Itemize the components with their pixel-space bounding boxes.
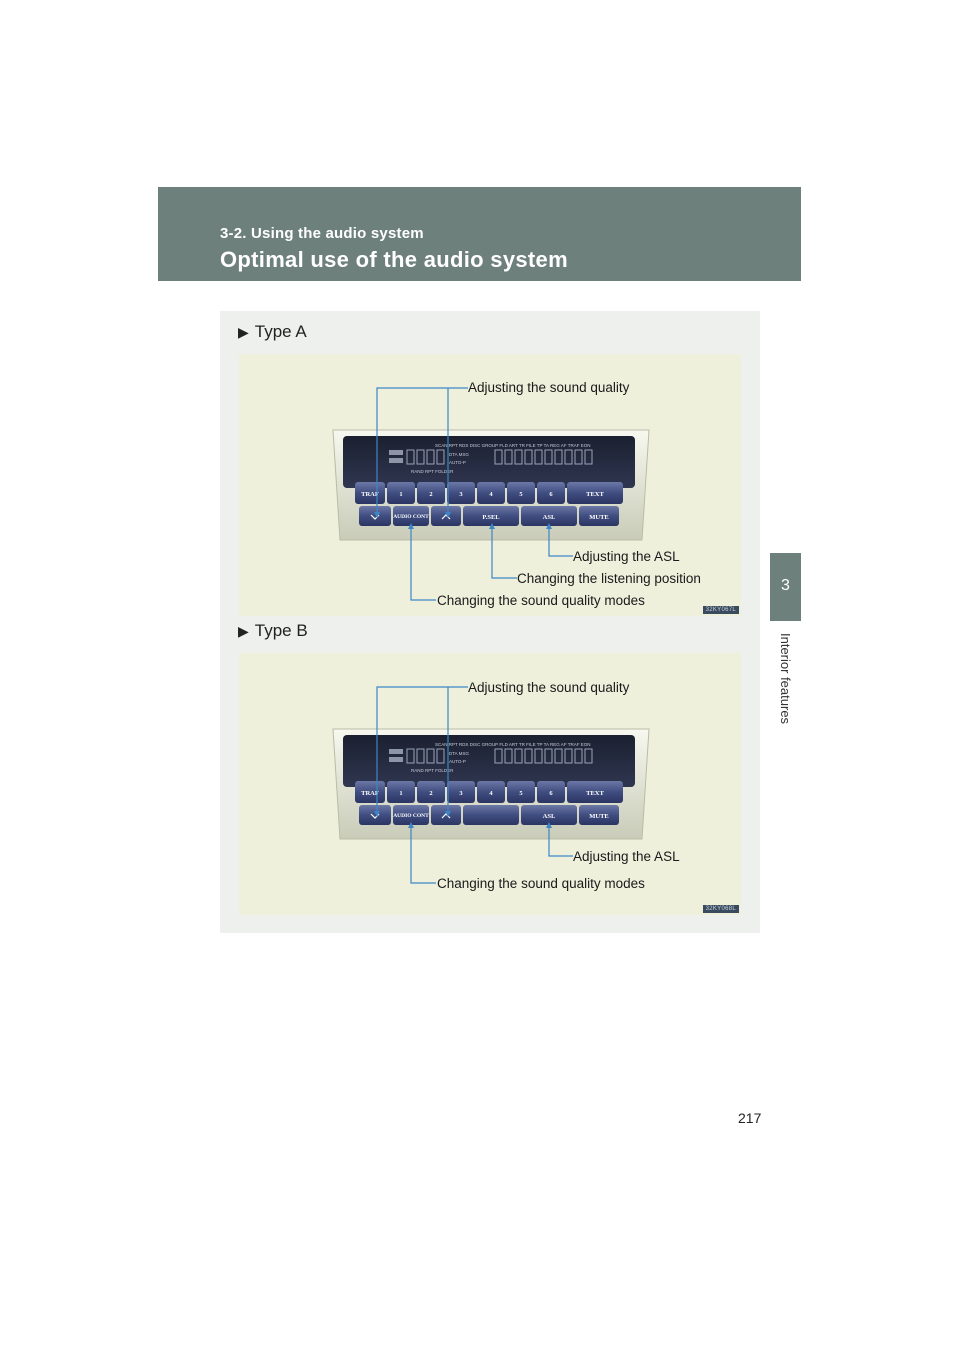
btn-a-mute: MUTE: [589, 514, 609, 521]
btn-b-2: 2: [429, 790, 433, 797]
section-label: 3-2. Using the audio system: [220, 225, 424, 242]
btn-b-6: 6: [549, 790, 553, 797]
callout-a-asl: Adjusting the ASL: [573, 549, 680, 564]
btn-b-5: 5: [519, 790, 523, 797]
btn-a-2: 2: [429, 491, 433, 498]
btn-b-asl: ASL: [542, 813, 556, 820]
btn-b-traf: TRAF: [361, 790, 379, 797]
type-b-figure: [239, 653, 741, 915]
type-a-heading: [238, 322, 307, 342]
chapter-number: 3: [781, 577, 790, 594]
btn-a-traf: TRAF: [361, 491, 379, 498]
btn-a-5: 5: [519, 491, 523, 498]
display-line-4: RAND RPT FOLDER: [411, 469, 454, 474]
callout-a-sound-quality: Adjusting the sound quality: [468, 380, 630, 395]
btn-a-text: TEXT: [586, 491, 604, 498]
btn-a-3: 3: [459, 491, 463, 498]
display-line-2: DTA MSG: [449, 452, 469, 457]
figure-code-a: 32KY067L: [703, 606, 739, 614]
btn-b-mute: MUTE: [589, 813, 609, 820]
figure-code-b: 32KY068L: [703, 905, 739, 913]
display-line-3: AUTO-P: [449, 759, 466, 764]
callout-b-sound-modes: Changing the sound quality modes: [437, 876, 645, 891]
display-line-1: SCAN RPT RDS DISC GROUP FLD ART TR FILE TP TA REG AF TRAF EON: [435, 443, 591, 448]
type-a-figure: [239, 354, 741, 616]
btn-a-4: 4: [489, 491, 493, 498]
page-number: 217: [738, 1110, 762, 1126]
page-title: Optimal use of the audio system: [220, 247, 568, 272]
callout-a-sound-modes: Changing the sound quality modes: [437, 593, 645, 608]
callout-a-listening-position: Changing the listening position: [517, 571, 701, 586]
type-b-heading: [238, 621, 308, 641]
btn-a-psel: P.SEL: [482, 514, 500, 521]
display-line-4: RAND RPT FOLDER: [411, 768, 454, 773]
btn-a-6: 6: [549, 491, 553, 498]
btn-b-3: 3: [459, 790, 463, 797]
page-header: [158, 187, 801, 281]
callout-b-asl: Adjusting the ASL: [573, 849, 680, 864]
btn-b-audio-cont: AUDIO CONT: [393, 813, 429, 819]
display-line-3: AUTO-P: [449, 460, 466, 465]
btn-a-audio-cont: AUDIO CONT: [393, 514, 429, 520]
chapter-tab: [770, 553, 801, 621]
btn-b-text: TEXT: [586, 790, 604, 797]
display-line-1: SCAN RPT RDS DISC GROUP FLD ART TR FILE TP TA REG AF TRAF EON: [435, 742, 591, 747]
type-b-label: Type B: [254, 621, 308, 640]
chapter-label: Interior features: [778, 633, 793, 725]
type-a-label: Type A: [254, 322, 307, 341]
btn-a-asl: ASL: [542, 514, 556, 521]
triangle-right-icon: ▶: [238, 324, 249, 340]
btn-a-1: 1: [399, 491, 403, 498]
callout-b-sound-quality: Adjusting the sound quality: [468, 680, 630, 695]
triangle-right-icon: ▶: [238, 623, 249, 639]
content-panel: [220, 311, 760, 933]
display-line-2: DTA MSG: [449, 751, 469, 756]
btn-b-1: 1: [399, 790, 403, 797]
btn-b-4: 4: [489, 790, 493, 797]
